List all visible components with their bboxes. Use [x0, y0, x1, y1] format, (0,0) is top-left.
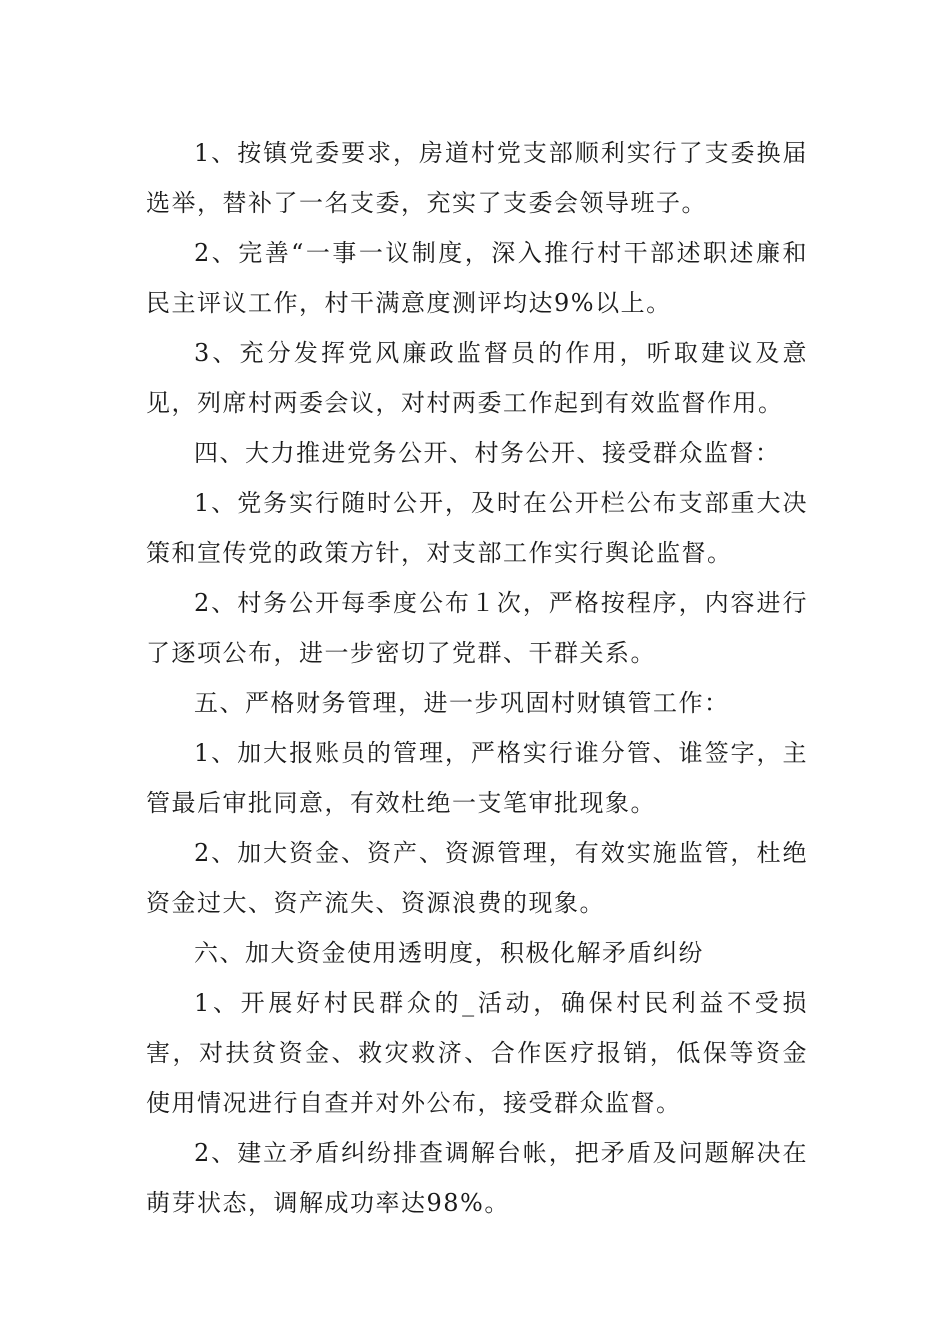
- paragraph-democratic-review: 2、完善“一事一议制度，深入推行村干部述职述廉和民主评议工作，村干满意度测评均达9%以上。: [146, 239, 808, 317]
- paragraph-branch-election: 1、按镇党委要求，房道村党支部顺利实行了支委换届选举，替补了一名支委，充实了支委会领导班子。: [146, 139, 808, 217]
- paragraph-fund-transparency: 1、开展好村民群众的_活动，确保村民利益不受损害，对扶贫资金、救灾救济、合作医疗报销，低保等资金使用情况进行自查并对外公布，接受群众监督。: [146, 989, 808, 1117]
- section-heading-five: 五、严格财务管理，进一步巩固村财镇管工作：: [194, 689, 730, 717]
- paragraph-supervisor-role: 3、充分发挥党风廉政监督员的作用，听取建议及意见，列席村两委会议，对村两委工作起到有效监督作用。: [146, 339, 808, 417]
- section-heading-six: 六、加大资金使用透明度，积极化解矛盾纠纷: [194, 939, 704, 967]
- paragraph-dispute-mediation: 2、建立矛盾纠纷排查调解台帐，把矛盾及问题解决在萌芽状态，调解成功率达98%。: [146, 1139, 808, 1217]
- paragraph-asset-management: 2、加大资金、资产、资源管理，有效实施监管，杜绝资金过大、资产流失、资源浪费的现象。: [146, 839, 808, 917]
- section-heading-four: 四、大力推进党务公开、村务公开、接受群众监督：: [194, 439, 781, 467]
- paragraph-village-affairs-public: 2、村务公开每季度公布１次，严格按程序，内容进行了逐项公布，进一步密切了党群、干群关系。: [146, 589, 808, 667]
- paragraph-accountant-management: 1、加大报账员的管理，严格实行谁分管、谁签字，主管最后审批同意，有效杜绝一支笔审批现象。: [146, 739, 808, 817]
- document-body: [146, 128, 808, 1228]
- paragraph-party-affairs-public: 1、党务实行随时公开，及时在公开栏公布支部重大决策和宣传党的政策方针，对支部工作实行舆论监督。: [146, 489, 808, 567]
